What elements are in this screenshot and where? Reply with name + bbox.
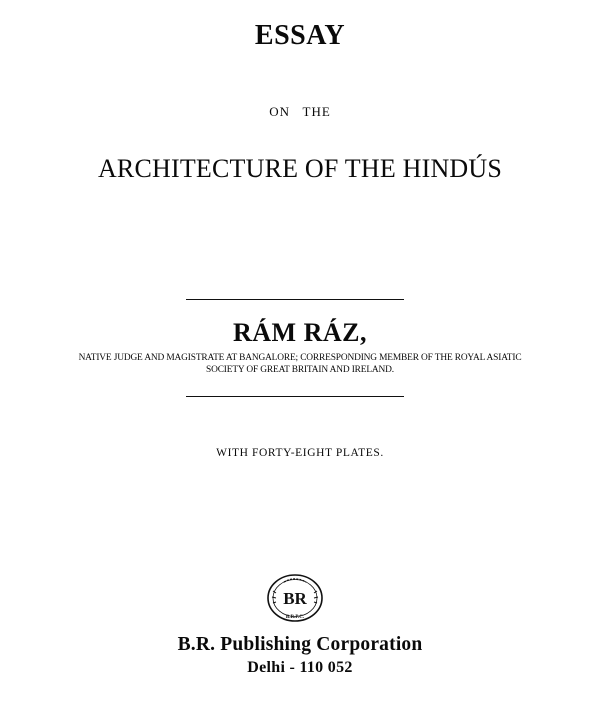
essay-heading: ESSAY: [254, 20, 346, 51]
on-the-connector: ON THE: [269, 104, 331, 119]
divider-bottom: [186, 396, 404, 397]
publisher-seal-icon: [264, 573, 326, 623]
book-title: ARCHITECTURE OF THE HINDÚS: [97, 154, 503, 183]
author-name: RÁM RÁZ,: [233, 318, 367, 347]
plates-note: WITH FORTY-EIGHT PLATES.: [216, 447, 384, 459]
credentials-line-1: NATIVE JUDGE AND MAGISTRATE AT BANGALORE; CORRESPONDING MEMBER OF THE ROYAL ASIATIC: [78, 353, 522, 363]
credentials-line-2: SOCIETY OF GREAT BRITAIN AND IRELAND.: [206, 365, 394, 375]
logo-bottom-text: B.R.P.C.: [285, 615, 305, 620]
logo-monogram: BR: [283, 589, 307, 608]
publisher-name: B.R. Publishing Corporation: [177, 634, 423, 655]
author-credentials: [0, 352, 600, 376]
publisher-address: Delhi - 110 052: [247, 659, 353, 676]
divider-top: [186, 299, 404, 300]
